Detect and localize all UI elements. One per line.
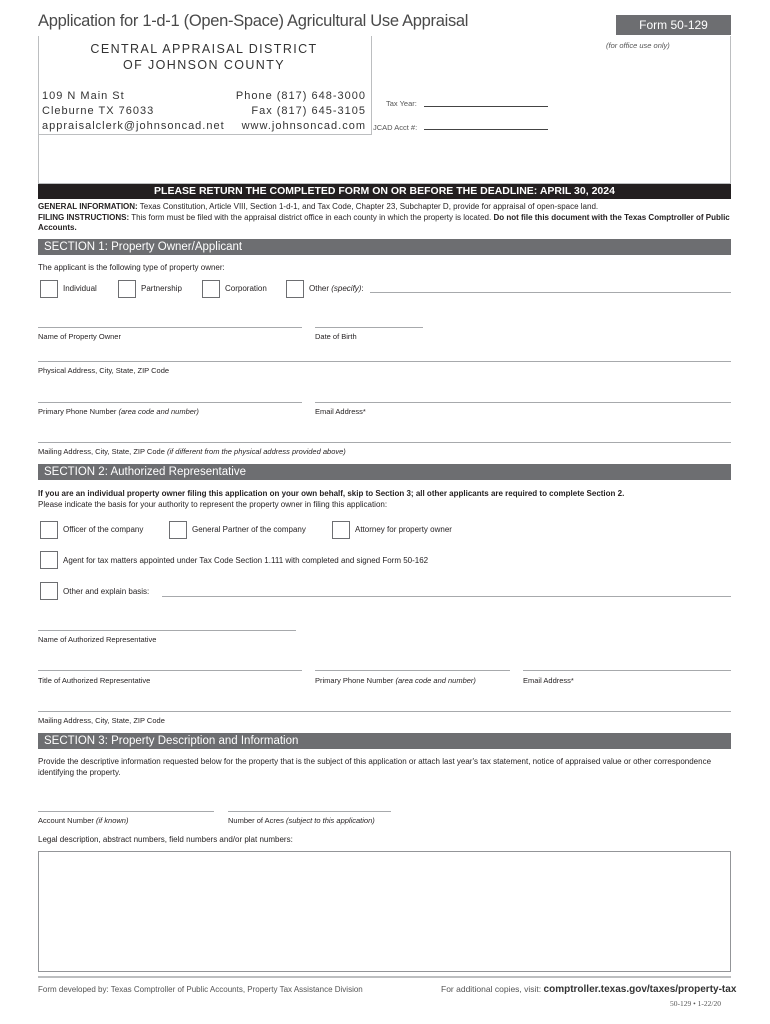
other-owner-field[interactable] [370, 292, 731, 293]
other-basis-field[interactable] [162, 596, 731, 597]
header-divider-horizontal [38, 134, 372, 135]
account-note: (if known) [95, 816, 129, 825]
owner-phone-label-text: Primary Phone Number [38, 407, 119, 416]
owner-email-label: Email Address* [315, 407, 366, 416]
acres-label [228, 816, 375, 825]
footer-rule [38, 976, 731, 978]
corporation-label: Corporation [225, 284, 267, 293]
rep-phone-note: (area code and number) [395, 676, 476, 685]
district-email[interactable]: appraisalclerk@johnsoncad.net [42, 120, 225, 132]
agent-checkbox[interactable] [40, 551, 58, 569]
filing-label: FILING INSTRUCTIONS: [38, 212, 130, 222]
form-title: Application for 1-d-1 (Open-Space) Agricultural Use Appraisal [38, 12, 469, 30]
filing-bold-text: Do not file this document with the Texas Comptroller of Public Accounts. [38, 212, 730, 232]
rep-phone-label [315, 676, 476, 685]
filing-text: This form must be filed with the appraisal district office in each county in which the property is located. [129, 212, 494, 222]
agent-label: Agent for tax matters appointed under Tax Code Section 1.111 with completed and signed Form 50-162 [63, 556, 429, 565]
section2-bold-intro: If you are an individual property owner filing this application on your own behalf, skip to Section 3; all other applicants are required to complete Section 2. [38, 489, 625, 498]
dob-label: Date of Birth [315, 332, 357, 341]
general-partner-checkbox[interactable] [169, 521, 187, 539]
address-line1: 109 N Main St [42, 90, 125, 102]
mailing-note: (if different from the physical address provided above) [166, 447, 346, 456]
district-contacts [180, 89, 366, 134]
corporation-checkbox[interactable] [202, 280, 220, 298]
section2-intro [38, 489, 731, 510]
rep-name-label: Name of Authorized Representative [38, 635, 157, 644]
footer-developed-by: Form developed by: Texas Comptroller of Public Accounts, Property Tax Assistance Division [38, 985, 363, 994]
section3-header: SECTION 3: Property Description and Information [38, 733, 731, 749]
rep-title-field[interactable] [38, 670, 302, 671]
attorney-label: Attorney for property owner [355, 525, 452, 534]
district-name-line2: OF JOHNSON COUNTY [123, 58, 285, 72]
owner-email-field[interactable] [315, 402, 731, 403]
individual-label: Individual [63, 284, 97, 293]
other-specify-note: (specify) [331, 284, 362, 293]
legal-description-label: Legal description, abstract numbers, field numbers and/or plat numbers: [38, 835, 293, 844]
rep-name-field[interactable] [38, 630, 296, 631]
mailing-address-label [38, 447, 346, 456]
other-owner-label [309, 284, 364, 295]
owner-phone-note: (area code and number) [118, 407, 199, 416]
footer-copies-link[interactable]: comptroller.texas.gov/taxes/property-tax [543, 984, 737, 995]
physical-address-label: Physical Address, City, State, ZIP Code [38, 366, 170, 375]
partnership-label: Partnership [141, 284, 182, 293]
other-owner-checkbox[interactable] [286, 280, 304, 298]
section2-intro-text: Please indicate the basis for your authority to represent the property owner in filing this application: [38, 499, 388, 509]
general-info-text: Texas Constitution, Article VIII, Section 1-d-1, and Tax Code, Chapter 23, Subchapter D, provide for appraisal of open-space land. [137, 202, 599, 211]
general-partner-label: General Partner of the company [192, 525, 306, 534]
address-line2: Cleburne TX 76033 [42, 105, 155, 117]
deadline-banner: PLEASE RETURN THE COMPLETED FORM ON OR BEFORE THE DEADLINE: APRIL 30, 2024 [38, 184, 731, 199]
rep-mailing-label: Mailing Address, City, State, ZIP Code [38, 716, 165, 725]
account-label-text: Account Number [38, 816, 96, 825]
general-info-label: GENERAL INFORMATION: [38, 202, 138, 211]
rep-title-label: Title of Authorized Representative [38, 676, 151, 685]
section1-header: SECTION 1: Property Owner/Applicant [38, 239, 731, 255]
attorney-checkbox[interactable] [332, 521, 350, 539]
tax-year-field[interactable] [424, 106, 548, 107]
other-basis-checkbox[interactable] [40, 582, 58, 600]
physical-address-field[interactable] [38, 361, 731, 362]
account-number-label [38, 816, 128, 825]
district-phone: Phone (817) 648-3000 [235, 90, 366, 102]
partnership-checkbox[interactable] [118, 280, 136, 298]
mailing-address-field[interactable] [38, 442, 731, 443]
footer-copies [441, 984, 736, 995]
legal-description-field[interactable] [38, 851, 731, 972]
other-basis-label: Other and explain basis: [63, 587, 150, 596]
dob-field[interactable] [315, 327, 423, 328]
district-name [38, 41, 370, 73]
account-number-field[interactable] [38, 811, 214, 812]
section2-header: SECTION 2: Authorized Representative [38, 464, 731, 480]
other-colon: : [361, 284, 364, 293]
owner-phone-field[interactable] [38, 402, 302, 403]
footer-copies-prefix: For additional copies, visit: [441, 984, 544, 994]
owner-phone-label [38, 407, 199, 416]
owner-name-label: Name of Property Owner [38, 332, 121, 341]
section3-intro: Provide the descriptive information requested below for the property that is the subject of this application or attach last year's tax statement, notice of appraised value or other correspondence identifying the property. [38, 757, 712, 777]
other-owner-text: Other [309, 284, 332, 293]
rep-phone-label-text: Primary Phone Number [315, 676, 396, 685]
footer-form-code: 50-129 • 1-22/20 [670, 999, 721, 1008]
acres-note: (subject to this application) [285, 816, 375, 825]
section1-intro: The applicant is the following type of property owner: [38, 263, 225, 272]
header-divider [371, 36, 372, 134]
rep-email-label: Email Address* [523, 676, 574, 685]
district-fax: Fax (817) 645-3105 [251, 105, 366, 117]
mailing-label-text: Mailing Address, City, State, ZIP Code [38, 447, 167, 456]
officer-checkbox[interactable] [40, 521, 58, 539]
rep-mailing-field[interactable] [38, 711, 731, 712]
acres-field[interactable] [228, 811, 391, 812]
rep-email-field[interactable] [523, 670, 731, 671]
acct-number-label: JCAD Acct #: [373, 123, 418, 132]
office-use-label: (for office use only) [606, 41, 670, 50]
form-number-badge: Form 50-129 [616, 15, 731, 35]
acres-label-text: Number of Acres [228, 816, 286, 825]
owner-name-field[interactable] [38, 327, 302, 328]
district-name-line1: CENTRAL APPRAISAL DISTRICT [90, 42, 318, 56]
individual-checkbox[interactable] [40, 280, 58, 298]
officer-label: Officer of the company [63, 525, 144, 534]
general-information [38, 202, 731, 234]
rep-phone-field[interactable] [315, 670, 510, 671]
acct-number-field[interactable] [424, 129, 548, 130]
district-website[interactable]: www.johnsoncad.com [241, 120, 366, 132]
tax-year-label: Tax Year: [386, 99, 417, 108]
